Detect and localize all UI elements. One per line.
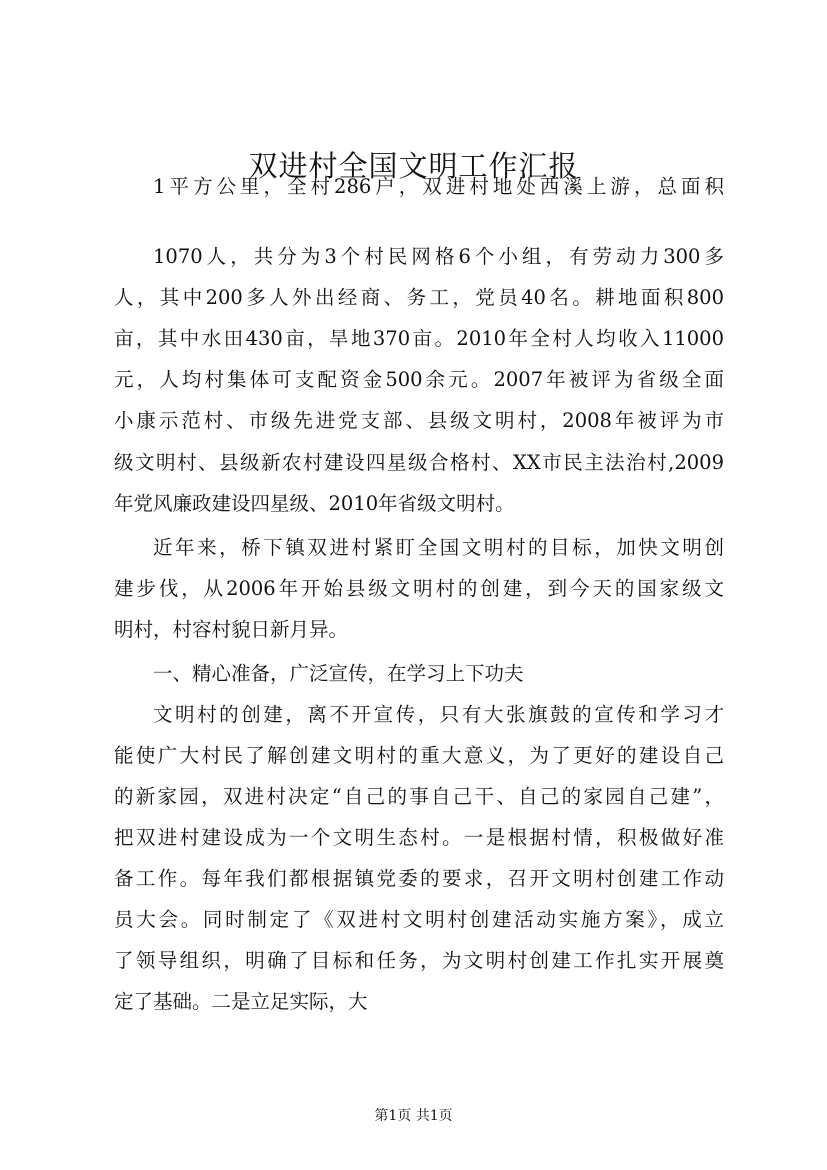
body-line: 能使广大村民了解创建文明村的重大意义，为了更好的建设自己	[114, 744, 724, 767]
body-line: 员大会。同时制定了《双进村文明村创建活动实施方案》，成立	[114, 908, 724, 931]
body-line: 定了基础。二是立足实际，大	[114, 990, 368, 1013]
body-line: 1平方公里，全村286户，双进村地处西溪上游，总面积	[153, 175, 724, 198]
body-line: 级文明村、县级新农村建设四星级合格村、XX市民主法治村,2009	[114, 451, 724, 474]
body-line: 建步伐，从2006年开始县级文明村的创建，到今天的国家级文	[114, 577, 724, 600]
page-footer: 第1页 共1页	[374, 1108, 453, 1124]
body-line: 小康示范村、市级先进党支部、县级文明村，2008年被评为市	[114, 409, 724, 432]
body-line: 人，其中200多人外出经商、务工，党员40名。耕地面积800	[114, 286, 724, 309]
body-line: 亩，其中水田430亩，旱地370亩。2010年全村人均收入11000	[114, 327, 724, 350]
body-line: 1070人，共分为3个村民网格6个小组，有劳动力300多	[153, 245, 724, 268]
body-line: 备工作。每年我们都根据镇党委的要求，召开文明村创建工作动	[114, 867, 724, 890]
section-heading: 一、精心准备，广泛宣传，在学习上下功夫	[153, 662, 524, 685]
body-line: 了领导组织，明确了目标和任务，为文明村创建工作扎实开展奠	[114, 949, 724, 972]
body-line: 明村，村容村貌日新月异。	[114, 618, 349, 641]
body-line: 文明村的创建，离不开宣传，只有大张旗鼓的宣传和学习才	[153, 703, 724, 726]
body-line: 近年来，桥下镇双进村紧盯全国文明村的目标，加快文明创	[153, 536, 724, 559]
body-line: 元，人均村集体可支配资金500余元。2007年被评为省级全面	[114, 368, 724, 391]
document-title: 双进村全国文明工作汇报	[248, 149, 579, 183]
body-line: 年党风廉政建设四星级、2010年省级文明村。	[114, 492, 515, 515]
body-line: 把双进村建设成为一个文明生态村。一是根据村情，积极做好准	[114, 826, 724, 849]
body-line: 的新家园，双进村决定“自己的事自己干、自己的家园自己建”，	[114, 785, 724, 808]
